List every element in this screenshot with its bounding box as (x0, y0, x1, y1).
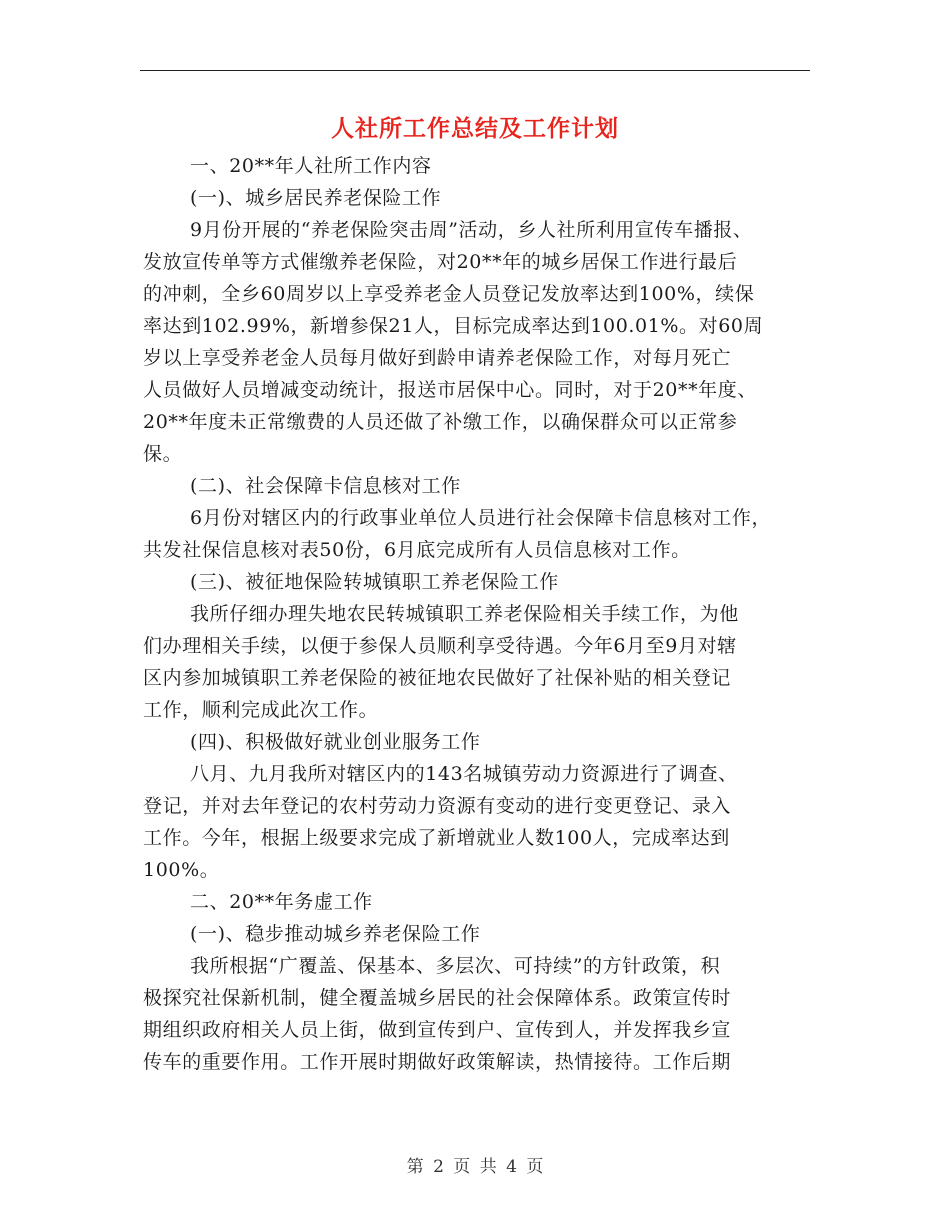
paragraph-line: 岁以上享受养老金人员每月做好到龄申请养老保险工作，对每月死亡 (143, 347, 732, 369)
paragraph-line: 9月份开展的“养老保险突击周”活动，乡人社所利用宣传车播报、 (190, 219, 753, 241)
paragraph-line: 100%。 (143, 859, 220, 881)
subsection-heading: (三)、被征地保险转城镇职工养老保险工作 (190, 571, 559, 593)
paragraph-line: 工作。今年，根据上级要求完成了新增就业人数100人，完成率达到 (143, 827, 730, 849)
paragraph-line: 登记，并对去年登记的农村劳动力资源有变动的进行变更登记、录入 (143, 795, 732, 817)
paragraph-line: 传车的重要作用。工作开展时期做好政策解读，热情接待。工作后期 (143, 1051, 732, 1073)
paragraph-line: 20**年度未正常缴费的人员还做了补缴工作，以确保群众可以正常参 (143, 411, 738, 433)
page-number-footer: 第 2 页 共 4 页 (406, 1157, 544, 1177)
section-heading: 一、20**年人社所工作内容 (190, 155, 432, 177)
document-title: 人社所工作总结及工作计划 (331, 115, 619, 142)
subsection-heading: (二)、社会保障卡信息核对工作 (190, 475, 461, 497)
subsection-heading: (一)、城乡居民养老保险工作 (190, 187, 442, 209)
subsection-heading: (四)、积极做好就业创业服务工作 (190, 731, 481, 753)
paragraph-line: 区内参加城镇职工养老保险的被征地农民做好了社保补贴的相关登记 (143, 667, 732, 689)
paragraph-line: 工作，顺利完成此次工作。 (143, 699, 379, 721)
paragraph-line: 发放宣传单等方式催缴养老保险，对20**年的城乡居保工作进行最后 (143, 251, 738, 273)
paragraph-line: 保。 (143, 443, 183, 465)
paragraph-line: 共发社保信息核对表50份，6月底完成所有人员信息核对工作。 (143, 539, 691, 561)
paragraph-line: 的冲刺，全乡60周岁以上享受养老金人员登记发放率达到100%，续保 (143, 283, 755, 305)
document-body (143, 150, 811, 1078)
paragraph-line: 我所仔细办理失地农民转城镇职工养老保险相关手续工作，为他 (190, 603, 739, 625)
subsection-heading: (一)、稳步推动城乡养老保险工作 (190, 923, 481, 945)
paragraph-line: 我所根据“广覆盖、保基本、多层次、可持续”的方针政策，积 (190, 955, 721, 977)
paragraph-line: 6月份对辖区内的行政事业单位人员进行社会保障卡信息核对工作， (190, 507, 772, 529)
section-heading: 二、20**年务虚工作 (190, 891, 373, 913)
header-rule (140, 70, 810, 71)
paragraph-line: 八月、九月我所对辖区内的143名城镇劳动力资源进行了调查、 (190, 763, 738, 785)
paragraph-line: 率达到102.99%，新增参保21人，目标完成率达到100.01%。对60周 (143, 315, 764, 337)
paragraph-line: 期组织政府相关人员上街，做到宣传到户、宣传到人，并发挥我乡宣 (143, 1019, 732, 1041)
paragraph-line: 极探究社保新机制，健全覆盖城乡居民的社会保障体系。政策宣传时 (143, 987, 732, 1009)
paragraph-line: 们办理相关手续，以便于参保人员顺利享受待遇。今年6月至9月对辖 (143, 635, 737, 657)
paragraph-line: 人员做好人员增减变动统计，报送市居保中心。同时，对于20**年度、 (143, 379, 757, 401)
